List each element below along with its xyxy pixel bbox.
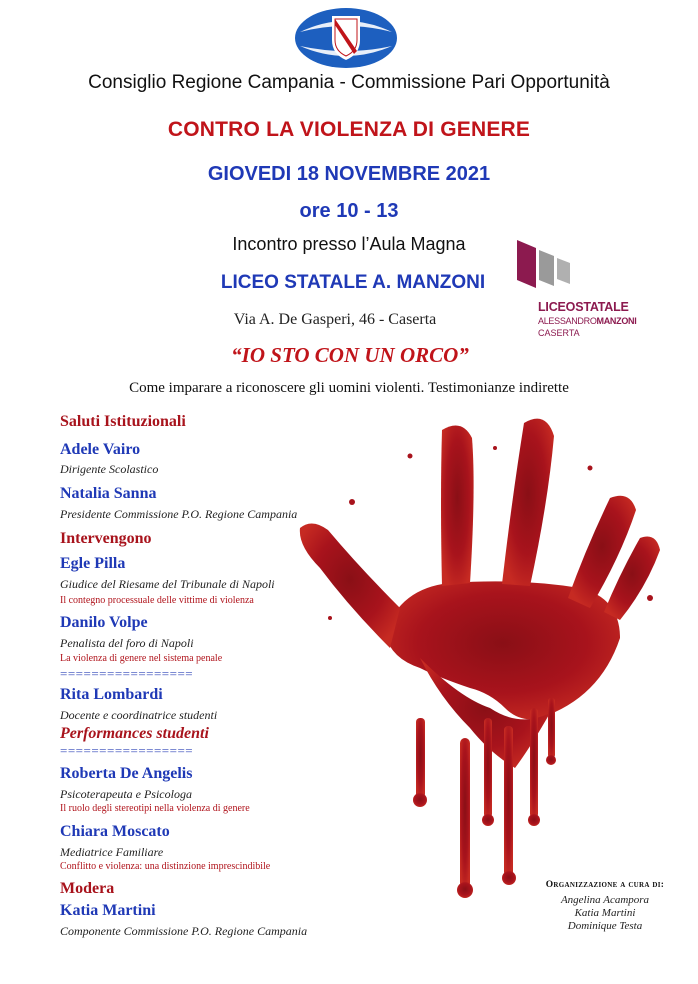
speaker-role: Presidente Commissione P.O. Regione Campania: [60, 507, 298, 521]
speaker-name: Danilo Volpe: [60, 614, 148, 631]
event-time: ore 10 - 13: [299, 200, 399, 222]
section-modera: Modera: [60, 880, 115, 897]
speaker-role: Dirigente Scolastico: [60, 462, 159, 476]
speaker-role: Psicoterapeuta e Psicologa: [60, 787, 192, 801]
event-date: GIOVEDI 18 NOVEMBRE 2021: [207, 163, 491, 185]
liceo-manzoni-logo-icon: [512, 236, 637, 298]
section-intervengono: Intervengono: [60, 530, 152, 547]
speaker-role: Componente Commissione P.O. Regione Campania: [60, 924, 308, 938]
speaker-name: Chiara Moscato: [60, 823, 170, 840]
organization-title: Organizzazione a cura di:: [545, 880, 665, 890]
section-saluti: Saluti Istituzionali: [60, 413, 186, 430]
separator: =================: [60, 743, 194, 758]
event-venue: Incontro presso l’Aula Magna: [232, 234, 466, 254]
speaker-name: Rita Lombardi: [60, 686, 163, 703]
school-logo: [512, 236, 637, 348]
region-campania-logo: [294, 6, 398, 70]
school-name: LICEO STATALE A. MANZONI: [220, 272, 486, 293]
school-address: Via A. De Gasperi, 46 - Caserta: [233, 311, 437, 328]
speaker-name: Egle Pilla: [60, 555, 126, 572]
organizer-name: Dominique Testa: [567, 920, 643, 932]
organization-credits: [530, 880, 680, 933]
school-logo-line3: CASERTA: [538, 328, 580, 338]
organizer-name: Katia Martini: [574, 907, 636, 919]
speaker-role: Penalista del foro di Napoli: [60, 636, 194, 650]
speaker-role: Mediatrice Familiare: [60, 845, 164, 859]
speaker-topic: Il ruolo degli stereotipi nella violenza di genere: [60, 803, 250, 814]
organizer-name: Angelina Acampora: [560, 894, 650, 906]
event-quote: “IO STO CON UN ORCO”: [231, 343, 469, 367]
speaker-name: Katia Martini: [60, 902, 156, 919]
event-title: CONTRO LA VIOLENZA DI GENERE: [167, 118, 531, 141]
section-performances: Performances studenti: [60, 725, 209, 742]
speaker-name: Natalia Sanna: [60, 485, 157, 502]
speaker-topic: La violenza di genere nel sistema penale: [60, 653, 223, 664]
speaker-role: Docente e coordinatrice studenti: [60, 708, 218, 722]
speaker-role: Giudice del Riesame del Tribunale di Napoli: [60, 577, 275, 591]
school-logo-line2: ALESSANDROMANZONI: [538, 316, 637, 326]
organizer-header: Consiglio Regione Campania - Commissione Pari Opportunità: [88, 72, 610, 93]
campania-region-emblem-icon: [294, 6, 398, 70]
speaker-topic: Il contegno processuale delle vittime di violenza: [60, 595, 254, 606]
speaker-topic: Conflitto e violenza: una distinzione imprescindibile: [60, 861, 271, 872]
school-logo-line1: LICEOSTATALE: [538, 300, 629, 314]
event-subtitle: Come imparare a riconoscere gli uomini violenti. Testimonianze indirette: [129, 380, 569, 396]
speaker-name: Roberta De Angelis: [60, 765, 193, 782]
speaker-name: Adele Vairo: [60, 441, 141, 458]
separator: =================: [60, 666, 194, 681]
